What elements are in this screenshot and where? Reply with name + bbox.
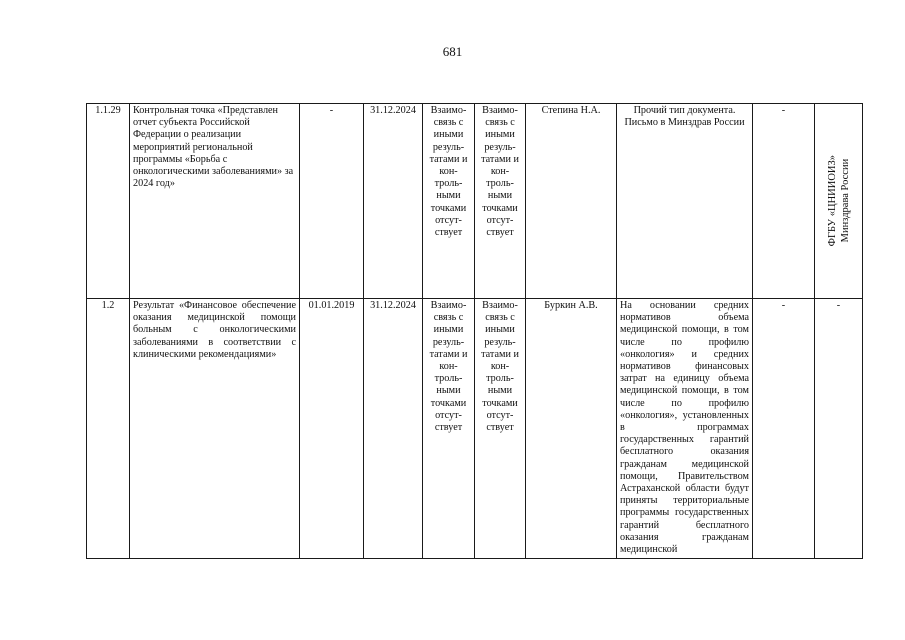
row-name: Контрольная точка «Представлен отчет субъекта Российской Федерации о реализации мероприятий региональной программы «Борьба с онкологическими заболеваниями» за 2024 год» [130,104,300,299]
relation-line: Взаимо- [482,300,518,311]
relation-line: ными [487,385,513,397]
relation-line: связь с [485,117,515,129]
relation-line: троль- [434,373,463,385]
start-date: - [300,104,364,299]
document-description: Прочий тип документа. Письмо в Минздрав России [617,104,753,299]
relation-line: ными [436,190,461,202]
relation-line: связь с [433,117,464,129]
table-row [87,104,863,299]
relation-line: точками [482,397,518,409]
relation-line: Взаимо- [430,300,467,311]
end-date: 31.12.2024 [364,299,423,559]
row-number: 1.1.29 [87,104,130,299]
responsible-person: Степина Н.А. [526,104,617,299]
relation-line: точками [430,397,467,409]
relation-line: татами и [429,348,468,360]
page-number: 681 [442,44,463,59]
plan-table [86,103,863,559]
relation-line: ствует [486,227,514,239]
relation-line: иными [485,324,515,336]
relation-line: Взаимо- [430,105,467,116]
start-date: 01.01.2019 [300,299,364,559]
relation-line: отсут- [486,409,514,421]
relation-cell [423,104,475,299]
relation-line: кон- [490,166,510,178]
relation-line: ствует [434,422,463,434]
relation-line: отсут- [435,409,462,421]
relation-line: резуль- [484,336,516,348]
relation-cell [475,104,526,299]
relation-line: Взаимо- [482,105,518,116]
relation-line: резуль- [432,336,465,348]
relation-line: точками [482,202,518,214]
relation-line: отсут- [435,214,462,226]
relation-line: точками [430,202,467,214]
organization-ministry: Минздрава России [839,159,851,243]
end-date: 31.12.2024 [364,104,423,299]
relation-line: отсут- [486,214,514,226]
organization-cell [815,104,863,299]
relation-line: татами и [481,348,519,360]
row-name: Результат «Финансовое обеспечение оказания медицинской помощи больным с онкологическими заболеваниями в соответствии с клиническими рекомендациями» [130,299,300,559]
relation-line: кон- [439,166,458,178]
relation-line: кон- [439,361,458,373]
relation-line: резуль- [432,141,465,153]
relation-line: иными [433,324,464,336]
relation-line: ствует [486,422,514,434]
relation-cell [475,299,526,559]
relation-line: иными [433,129,464,141]
relation-line: ствует [434,227,463,239]
relation-line: связь с [433,312,464,324]
relation-line: кон- [490,361,510,373]
col9-value: - [753,104,815,299]
document-description: На основании средних нормативов объема медицинской помощи, в том числе по профилю «онкология» и средних нормативов финансовых затрат на единицу объема медицинской помощи, в том числе по профилю «онкология», установленных в программах государственных гарантий бесплатного оказания гражданам медицинской помощи, Правительством Астраханской области будут приняты территориальные программы государственных гарантий бесплатного оказания гражданам медицинской [617,299,753,559]
col10-value: - [815,299,863,559]
table-row [87,299,863,559]
relation-line: иными [485,129,515,141]
relation-line: татами и [481,153,519,165]
relation-line: ными [436,385,461,397]
relation-line: резуль- [484,141,516,153]
relation-line: связь с [485,312,515,324]
relation-cell [423,299,475,559]
row-number: 1.2 [87,299,130,559]
col9-value: - [753,299,815,559]
relation-line: татами и [429,153,468,165]
responsible-person: Буркин А.В. [526,299,617,559]
relation-line: троль- [434,178,463,190]
organization-name: ФГБУ «ЦНИИОИЗ» [826,155,838,247]
relation-line: троль- [486,178,514,190]
relation-line: троль- [486,373,514,385]
relation-line: ными [487,190,513,202]
